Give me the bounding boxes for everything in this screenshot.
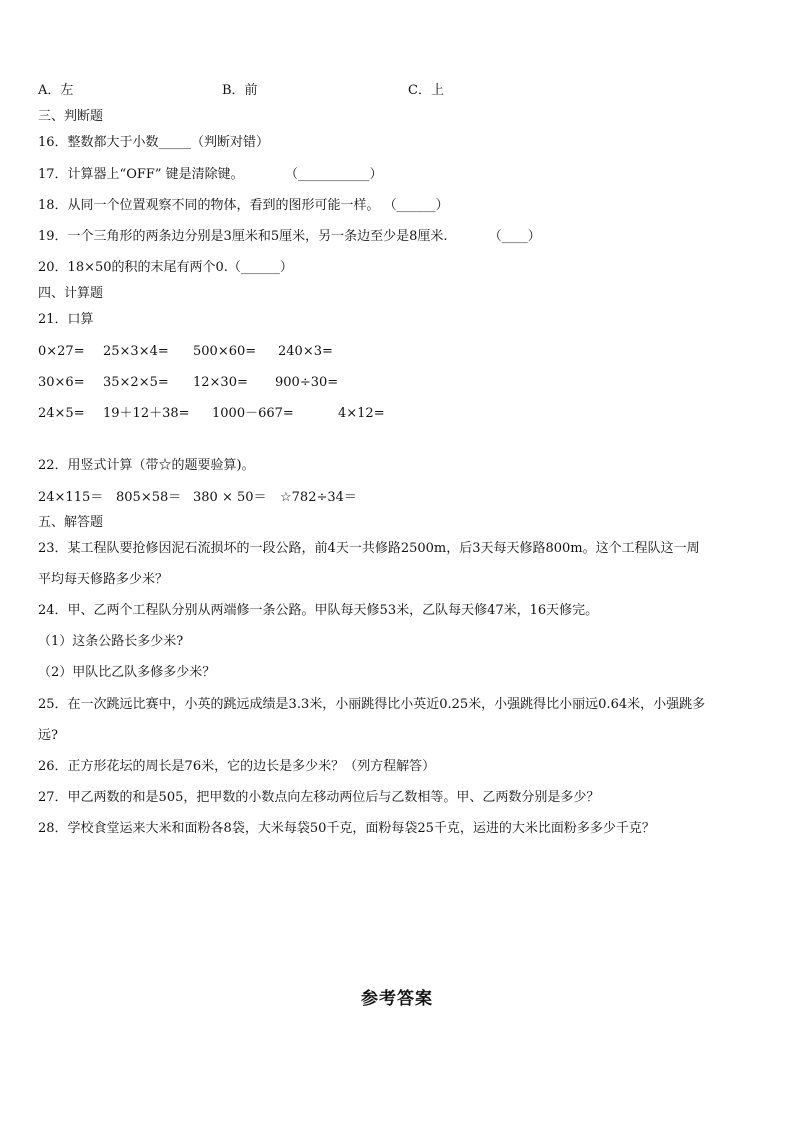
oral-calc-item: 35×2×5= xyxy=(103,375,169,390)
oral-calc-item: 240×3= xyxy=(278,344,333,359)
oral-calc-item: 4×12= xyxy=(338,406,385,421)
question-24: 24．甲、乙两个工程队分别从两端修一条公路。甲队每天修53米，乙队每天修47米，16天修完。 xyxy=(38,603,599,618)
question-19: 19．一个三角形的两条边分别是3厘米和5厘米，另一条边至少是8厘米. （____） xyxy=(38,229,541,244)
vertical-calc-item: 805×58＝ xyxy=(116,490,182,505)
question-22-label: 22．用竖式计算（带☆的题要验算)。 xyxy=(38,458,255,473)
question-27: 27．甲乙两数的和是505，把甲数的小数点向左移动两位后与乙数相等。甲、乙两数分别是多少？ xyxy=(38,790,600,805)
oral-calc-item: 900÷30= xyxy=(275,375,339,390)
oral-calc-item: 0×27= xyxy=(38,344,85,359)
section-heading-calculation: 四、计算题 xyxy=(38,286,104,301)
vertical-calc-item: ☆782÷34＝ xyxy=(280,490,357,505)
oral-calc-item: 12×30= xyxy=(193,375,248,390)
question-25-line-2: 远? xyxy=(38,728,58,743)
question-17: 17．计算器上“OFF” 键是清除键。 （___________） xyxy=(38,167,383,182)
vertical-calc-item: 380 × 50＝ xyxy=(193,490,267,505)
option-a: A．左 xyxy=(38,83,74,98)
question-20: 20．18×50的积的末尾有两个0.（______） xyxy=(38,260,293,275)
question-23-line-1: 23．某工程队要抢修因泥石流损坏的一段公路，前4天一共修路2500m，后3天每天修路800m。这个工程队这一周 xyxy=(38,541,700,556)
oral-calc-item: 25×3×4= xyxy=(103,344,169,359)
option-b: B．前 xyxy=(222,83,258,98)
question-18: 18．从同一个位置观察不同的物体，看到的图形可能一样。 （______） xyxy=(38,198,449,213)
oral-calc-item: 500×60= xyxy=(193,344,257,359)
question-24-part-2: （2）甲队比乙队多修多少米？ xyxy=(38,665,216,680)
oral-calc-item: 30×6= xyxy=(38,375,85,390)
question-21-label: 21．口算 xyxy=(38,312,94,327)
section-heading-word-problems: 五、解答题 xyxy=(38,515,104,530)
question-28: 28．学校食堂运来大米和面粉各8袋，大米每袋50千克，面粉每袋25千克，运进的大米比面粉多多少千克？ xyxy=(38,821,655,836)
question-26: 26．正方形花坛的周长是76米，它的边长是多少米？（列方程解答） xyxy=(38,759,436,774)
option-c: C．上 xyxy=(408,83,444,98)
oral-calc-item: 24×5= xyxy=(38,406,85,421)
question-24-part-1: （1）这条公路长多少米? xyxy=(38,634,184,649)
oral-calc-item: 1000－667= xyxy=(212,406,294,421)
section-heading-judgment: 三、判断题 xyxy=(38,109,104,124)
answer-key-title: 参考答案 xyxy=(361,989,433,1009)
question-25-line-1: 25．在一次跳远比赛中，小英的跳远成绩是3.3米，小丽跳得比小英近0.25米，小强跳得比小丽远0.64米，小强跳多 xyxy=(38,697,706,712)
oral-calc-item: 19＋12＋38= xyxy=(103,406,190,421)
question-16: 16．整数都大于小数_____（判断对错） xyxy=(38,135,270,150)
question-23-line-2: 平均每天修路多少米？ xyxy=(38,572,169,587)
vertical-calc-item: 24×115＝ xyxy=(38,490,104,505)
